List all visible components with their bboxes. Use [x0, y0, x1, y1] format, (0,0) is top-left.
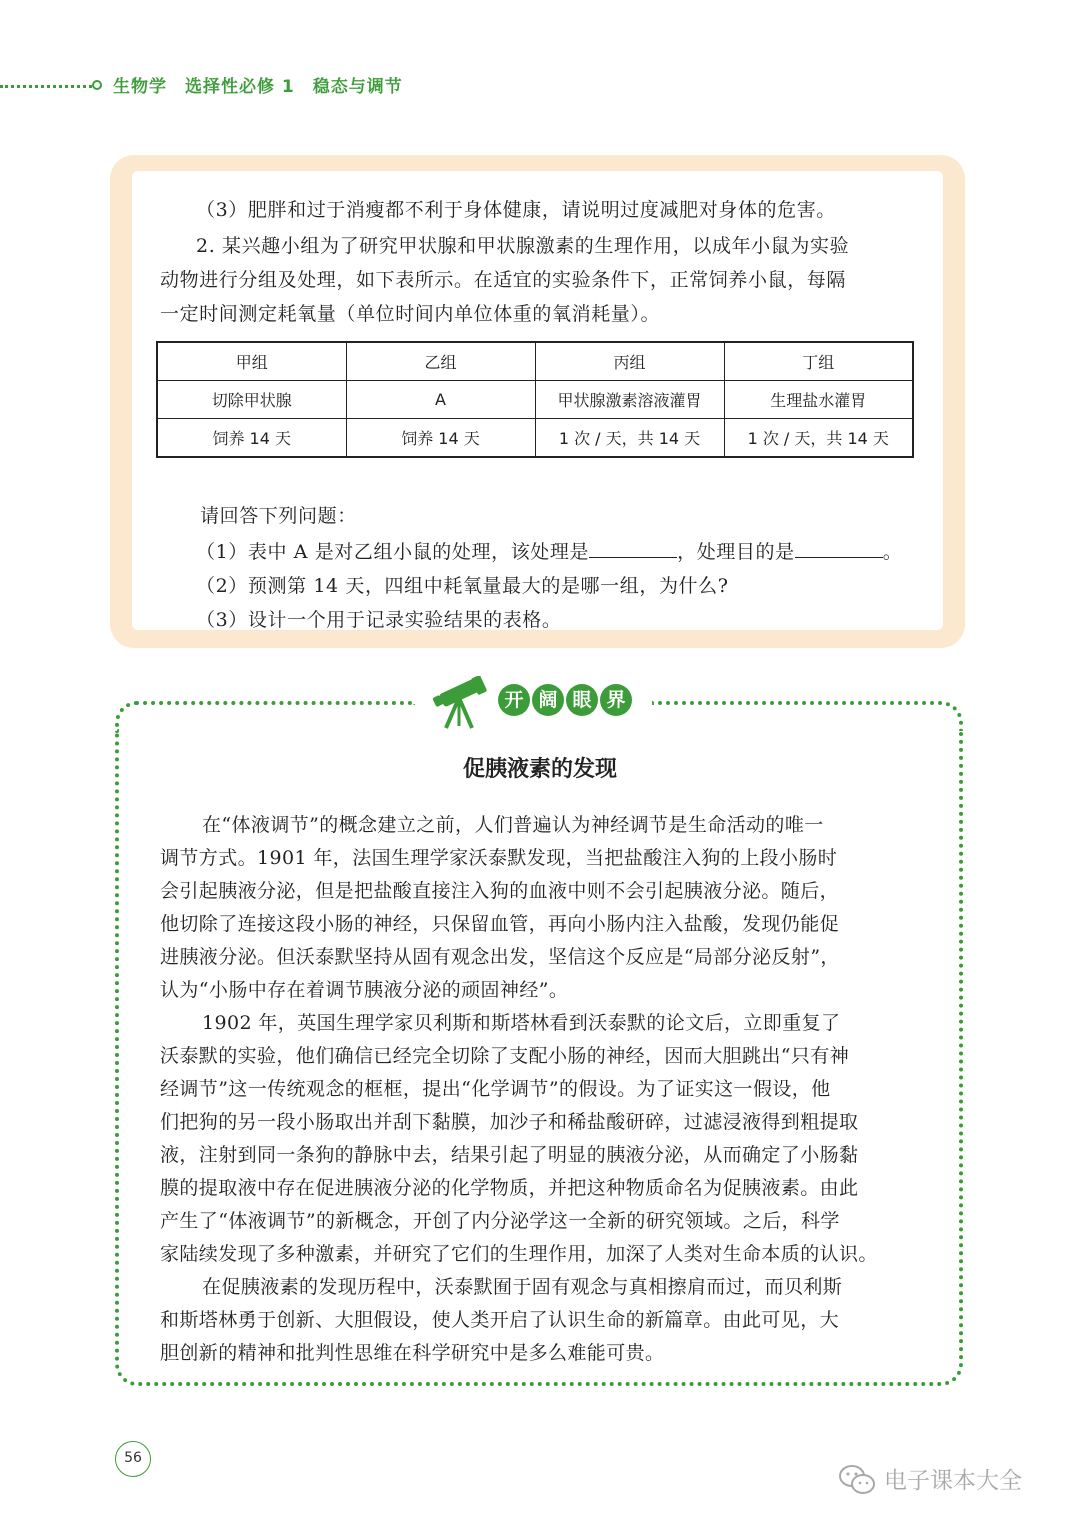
reading-line: 经调节”这一传统观念的框框，提出“化学调节”的假设。为了证实这一假设，他 — [160, 1078, 831, 1100]
question-1-3: （3）肥胖和过于消瘦都不利于身体健康，请说明过度减肥对身体的危害。 — [196, 199, 836, 221]
table-cell: 切除甲状腺 — [157, 381, 346, 419]
header-dot-icon — [92, 80, 102, 90]
reading-line: 在促胰液素的发现历程中，沃泰默囿于固有观念与真相擦肩而过，而贝利斯 — [202, 1276, 843, 1298]
reading-frame-top-right — [652, 701, 963, 731]
table-cell: A — [346, 381, 535, 419]
sub-question-1-part-c: 。 — [882, 541, 903, 563]
reading-line: 膜的提取液中存在促进胰液分泌的化学物质，并把这种物质命名为促胰液素。由此 — [160, 1177, 859, 1199]
reading-line: 和斯塔林勇于创新、大胆假设，使人类开启了认识生命的新篇章。由此可见，大 — [160, 1309, 840, 1331]
table-cell: 甲状腺激素溶液灌胃 — [535, 381, 724, 419]
sub-question-2: （2）预测第 14 天，四组中耗氧量最大的是哪一组，为什么? — [196, 575, 729, 597]
table-cell: 1 次 / 天，共 14 天 — [724, 419, 913, 458]
header-book: 选择性必修 1 — [185, 77, 295, 97]
header-dotted-line — [0, 85, 92, 88]
sub-question-1-part-a: （1）表中 A 是对乙组小鼠的处理，该处理是 — [196, 541, 590, 563]
header-title — [113, 72, 421, 97]
table-cell: 1 次 / 天，共 14 天 — [535, 419, 724, 458]
table-cell: 生理盐水灌胃 — [724, 381, 913, 419]
exercise-inner — [132, 171, 943, 630]
table-header-cell: 甲组 — [157, 342, 346, 381]
table-header-cell: 乙组 — [346, 342, 535, 381]
reading-line: 1902 年，英国生理学家贝利斯和斯塔林看到沃泰默的论文后，立即重复了 — [202, 1012, 841, 1034]
question-2-line-2: 动物进行分组及处理，如下表所示。在适宜的实验条件下，正常饲养小鼠，每隔 — [160, 269, 847, 291]
reading-line: 液，注射到同一条狗的静脉中去，结果引起了明显的胰液分泌，从而确定了小肠黏 — [160, 1144, 859, 1166]
sub-question-3: （3）设计一个用于记录实验结果的表格。 — [196, 609, 562, 631]
header-subject: 生物学 — [113, 77, 167, 97]
watermark — [838, 1460, 1068, 1500]
table-header-cell: 丁组 — [724, 342, 913, 381]
banner-char: 阔 — [532, 684, 564, 716]
table-cell: 饲养 14 天 — [157, 419, 346, 458]
question-2-line-1: 2. 某兴趣小组为了研究甲状腺和甲状腺激素的生理作用，以成年小鼠为实验 — [196, 235, 850, 257]
watermark-text: 电子课本大全 — [884, 1468, 1022, 1494]
banner-char: 眼 — [566, 684, 598, 716]
reading-line: 调节方式。1901 年，法国生理学家沃泰默发现，当把盐酸注入狗的上段小肠时 — [160, 847, 838, 869]
sub-question-1-part-b: ，处理目的是 — [677, 541, 795, 563]
wechat-icon — [838, 1464, 876, 1496]
reading-frame-top-left — [115, 701, 415, 731]
page-number: 56 — [115, 1441, 151, 1477]
question-2-line-3: 一定时间测定耗氧量（单位时间内单位体重的氧消耗量）。 — [160, 303, 661, 325]
reading-line: 家陆续发现了多种激素，并研究了它们的生理作用，加深了人类对生命本质的认识。 — [160, 1243, 878, 1265]
reading-line: 产生了“体液调节”的新概念，开创了内分泌学这一全新的研究领域。之后，科学 — [160, 1210, 840, 1232]
answer-prompt: 请回答下列问题： — [200, 505, 357, 527]
reading-line: 会引起胰液分泌，但是把盐酸直接注入狗的血液中则不会引起胰液分泌。随后， — [160, 880, 840, 902]
reading-line: 沃泰默的实验，他们确信已经完全切除了支配小肠的神经，因而大胆跳出“只有神 — [160, 1045, 850, 1067]
sub-question-1 — [196, 537, 902, 564]
telescope-icon — [432, 676, 488, 730]
reading-title: 促胰液素的发现 — [462, 757, 617, 782]
reading-line: 胆创新的精神和批判性思维在科学研究中是多么难能可贵。 — [160, 1342, 665, 1364]
eye-opener-banner — [432, 676, 642, 730]
running-header — [0, 72, 500, 100]
header-unit: 稳态与调节 — [312, 77, 403, 97]
table-row — [157, 381, 913, 419]
banner-char: 开 — [498, 684, 530, 716]
answer-blank-2[interactable] — [795, 539, 883, 558]
table-header-cell: 丙组 — [535, 342, 724, 381]
exercise-box — [110, 155, 965, 648]
reading-line: 在“体液调节”的概念建立之前，人们普遍认为神经调节是生命活动的唯一 — [202, 814, 824, 836]
experiment-table — [156, 341, 914, 458]
answer-blank-1[interactable] — [589, 539, 677, 558]
table-row — [157, 419, 913, 458]
reading-line: 认为“小肠中存在着调节胰液分泌的顽固神经”。 — [160, 979, 569, 1001]
reading-line: 他切除了连接这段小肠的神经，只保留血管，再向小肠内注入盐酸，发现仍能促 — [160, 913, 840, 935]
banner-char: 界 — [600, 684, 632, 716]
table-cell: 饲养 14 天 — [346, 419, 535, 458]
reading-line: 们把狗的另一段小肠取出并刮下黏膜，加沙子和稀盐酸研碎，过滤浸液得到粗提取 — [160, 1111, 859, 1133]
reading-line: 进胰液分泌。但沃泰默坚持从固有观念出发，坚信这个反应是“局部分泌反射”， — [160, 946, 840, 968]
table-header-row — [157, 342, 913, 381]
